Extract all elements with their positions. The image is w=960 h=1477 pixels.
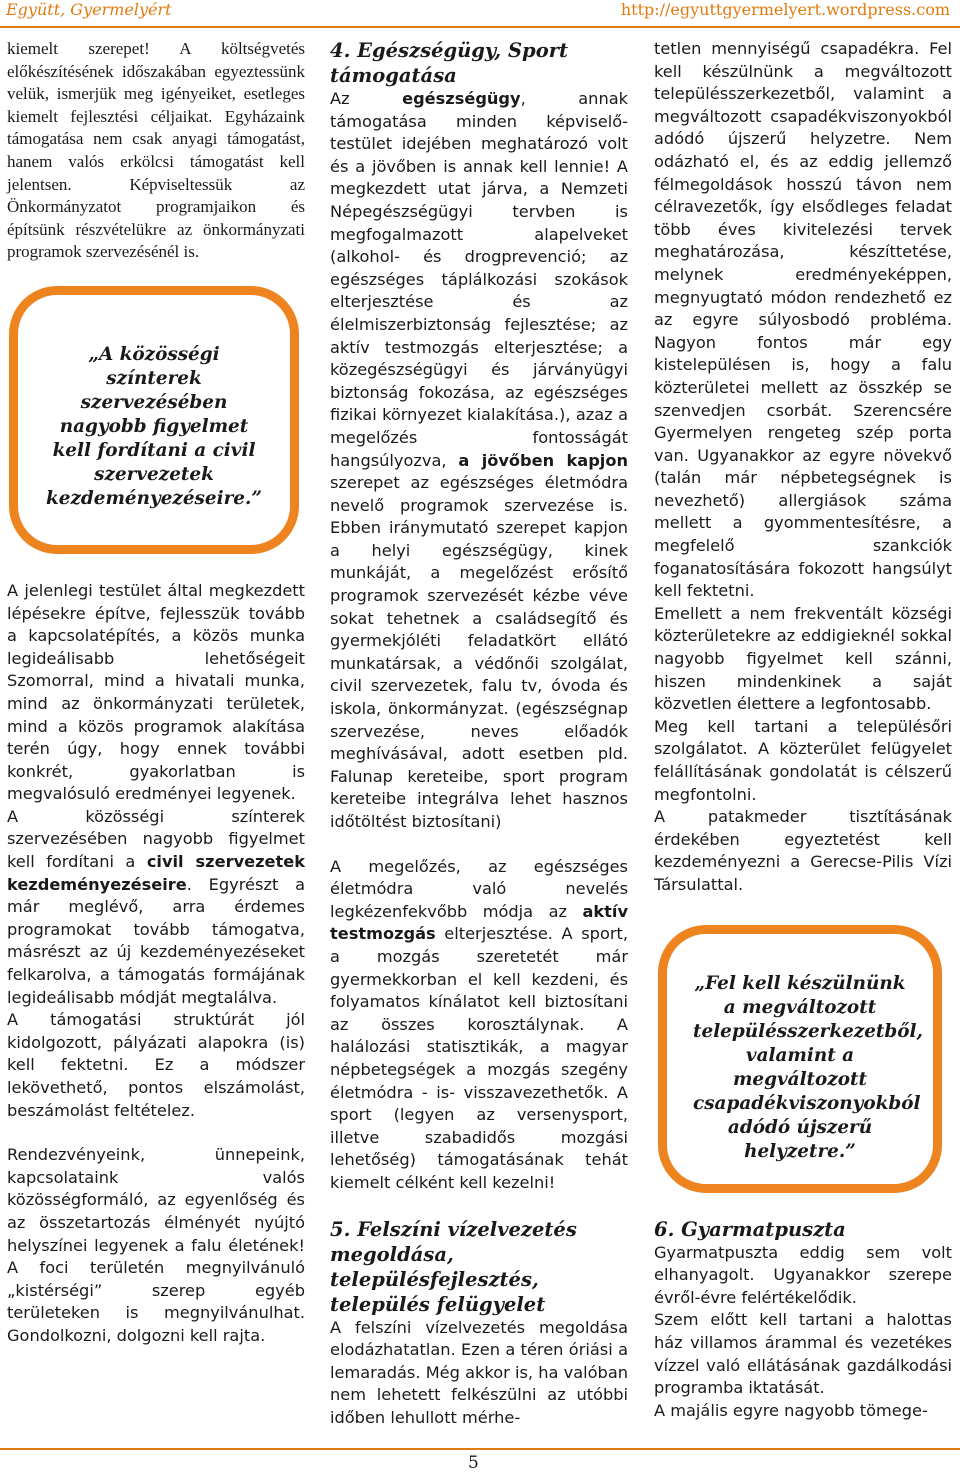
emphasis: egészségügy — [402, 89, 521, 108]
section-heading-5: 5. Felszíni vízelvezetés megoldása, településfejlesztés, település felügyelet — [330, 1217, 577, 1316]
emphasis: a jövőben kapjon — [458, 450, 628, 470]
paragraph: A közösségi színterek szervezésében nagyobb figyelmet kell fordítani a civil szervezetek kezdeményezéseire. Egyrészt a már meglévő, arra érdemes programokat tovább támogatva, másrészt az új kezdeményezéseket felkarolva, a támogatás formájának legideálisabb módját megtalálva. — [7, 806, 305, 1007]
paragraph: Gyarmatpuszta eddig sem volt elhanyagolt. Ugyanakkor szerepe évről-évre felértékelődik. — [654, 1242, 952, 1307]
pull-quote: „Fel kell készülnünk a megváltozott településszerkezetből, valamint a megváltozott csapadékviszonyokból adódó újszerű helyzetre.” — [658, 925, 942, 1193]
newsletter-title: Együtt, Gyermelyért — [6, 0, 172, 19]
section-heading-4: 4. Egészségügy, Sport támogatása — [330, 39, 568, 87]
paragraph: tetlen mennyiségű csapadékra. Fel kell készülnünk a megváltozott településszerkezetből, valamint a megváltozott csapadékviszonyokból adódó újszerű helyzetre. Nem odázható el, és az eddig jellemző félmegoldások hosszú távon nem célravezetők, így elsődleges feladat több éves kivitelezési tervek meghatározása, készíttetése, melynek eredményeképpen, megnyugtató módon rendezhető ez az egyre súlyosbodó probléma. Nagyon fontos már egy kistelepülésen is, hogy a falu közterületei mellett az összkép se szenvedjen csorbát. Szerencsére Gyermelyen rengeteg szép porta van. Ugyanakkor az egyre növekvő (talán már népbetegségnek is nevezhető) allergiások száma mellett a gyommentesítésre, a megfelelő szankciók foganatosítására fokozott hangsúlyt kell fektetni. — [654, 39, 952, 601]
column-3 — [654, 38, 952, 1422]
paragraph: A megelőzés, az egészséges életmódra való nevelés legkézenfekvőbb módja az aktív testmozgás elterjesztése. A sport, a mozgás szeretetét már gyermekkorban el kell kezdeni, és folyamatos kínálatot kell biztosítani az összes korosztálynak. A halálozási statisztikák, a magyar népbetegségek a mozgás szegény életmódra - is- visszavezethetők. A sport (legyen az versenysport, illetve szabadidős mozgási lehetőség) támogatásának tehát kiemelt célként kell kezelni! — [330, 856, 628, 1192]
paragraph: Az egészségügy, annak támogatása minden képviselő-testület idejében meghatározó volt és a jövőben is annak kell lennie! A megkezdett utat járva, a Nemzeti Népegészségügyi tervben is megfogalmazott alapelveket (alkohol- és drogprevenció; az egészséges táplálkozási szokások elterjesztése és az élelmiszerbiztonság fejlesztése; az aktív testmozgás elterjesztése; a közegészségügyi és járványügyi biztonság fokozása, az egészséges fizikai környezet kialakítása.), azaz a megelőzés fontosságát hangsúlyozva, a jövőben kapjon szerepet az egészséges életmódra nevelő programok szervezése is. Ebben iránymutató szerepet kapjon a helyi egészségügy, kinek munkáját, a megelőzést erősítő programok szervezését kézbe véve sokat tehetnek a családsegítő és gyermekjóléti feladatkört ellátó munkatársak, a védőnői szolgálat, civil szervezetek, falu tv, óvoda és iskola, önkormányzat. (egészségnap szervezése, neves előadók meghívásával, adott esetben pld. Falunap kereteibe, sport program kereteibe integrálva lehet hasznos időtöltést biztosítani) — [330, 89, 628, 831]
paragraph: Emellett a nem frekventált községi közterületekre az eddigieknél sokkal nagyobb figyelmet kell szánni, hiszen mindenkinek a saját közvetlen élettere a legfontosabb. — [654, 603, 952, 714]
paragraph: A patakmeder tisztításának érdekében egyeztetést kell kezdeményezni a Gerecse-Pilis Vízi Társulattal. — [654, 807, 952, 894]
header-divider — [0, 26, 960, 28]
footer-divider — [0, 1448, 960, 1450]
paragraph: Meg kell tartani a településőri szolgálatot. A közterület felügyelet felállításának gondolatát is célszerű megfontolni. — [654, 716, 952, 804]
paragraph: kiemelt szerepet! A költségvetés előkészítésének időszakában egyeztessünk velük, ismerjük meg igényeiket, esetleges kiemelt fejlesztési céljaikat. Egyházaink támogatása nem csak anyagi támogatást, hanem valós erkölcsi támogatást kell jelentsen. Képviseltessük az Önkormányzatot programjaikon és építsünk részvételükre az önkormányzati programok szervezésénél is. — [7, 39, 305, 262]
column-1 — [7, 38, 305, 1348]
section-heading-6: 6. Gyarmatpuszta — [654, 1217, 846, 1241]
column-2 — [330, 38, 628, 1429]
paragraph: A felszíni vízelvezetés megoldása elodázhatatlan. Ezen a téren óriási a lemaradás. Még akkor is, ha valóban nem lehetett felkészülni az utóbbi időben lehullott mérhe- — [330, 1317, 628, 1427]
website-url[interactable]: http://egyuttgyermelyert.wordpress.com — [620, 0, 950, 19]
paragraph: Szem előtt kell tartani a halottas ház villamos árammal és vezetékes vízzel való ellátásának gazdálkodási programba iktatását. — [654, 1310, 952, 1398]
paragraph: Rendezvényeink, ünnepeink, kapcsolataink valós közösségformáló, az egyenlőség és az összetartozás élményét nyújtó helyszínei legyenek a falu életének! A foci területén megnyilvánuló „kistérségi” szerep egyéb területeken is megnyilvánulhat. Gondolkozni, dolgozni kell rajta. — [7, 1145, 305, 1345]
emphasis: aktív testmozgás — [330, 901, 628, 944]
paragraph: A jelenlegi testület által megkezdett lépésekre építve, fejlesszük tovább a kapcsolatépítés, a közös munka legideálisabb lehetőségeit Szomorral, mind a hivatali munka, mind az önkormányzati területek, mind a közös programok alakítása terén úgy, hogy ennek további konkrét, gyakorlatban is megvalósuló eredményei legyenek. — [7, 580, 305, 804]
page-number: 5 — [468, 1453, 479, 1473]
page-header — [0, 0, 960, 24]
paragraph: A támogatási struktúrát jól kidolgozott, pályázati alapokra (is) kell fektetni. Ez a módszer lekövethető, pontos elszámolást, beszámolást feltételez. — [7, 1010, 305, 1120]
pull-quote: „A közösségi színterek szervezésében nagyobb figyelmet kell fordítani a civil szervezetek kezdeményezéseire.” — [9, 286, 299, 554]
paragraph: A majális egyre nagyobb tömege- — [654, 1400, 928, 1420]
emphasis: civil szervezetek kezdeményezéseire — [7, 852, 305, 894]
